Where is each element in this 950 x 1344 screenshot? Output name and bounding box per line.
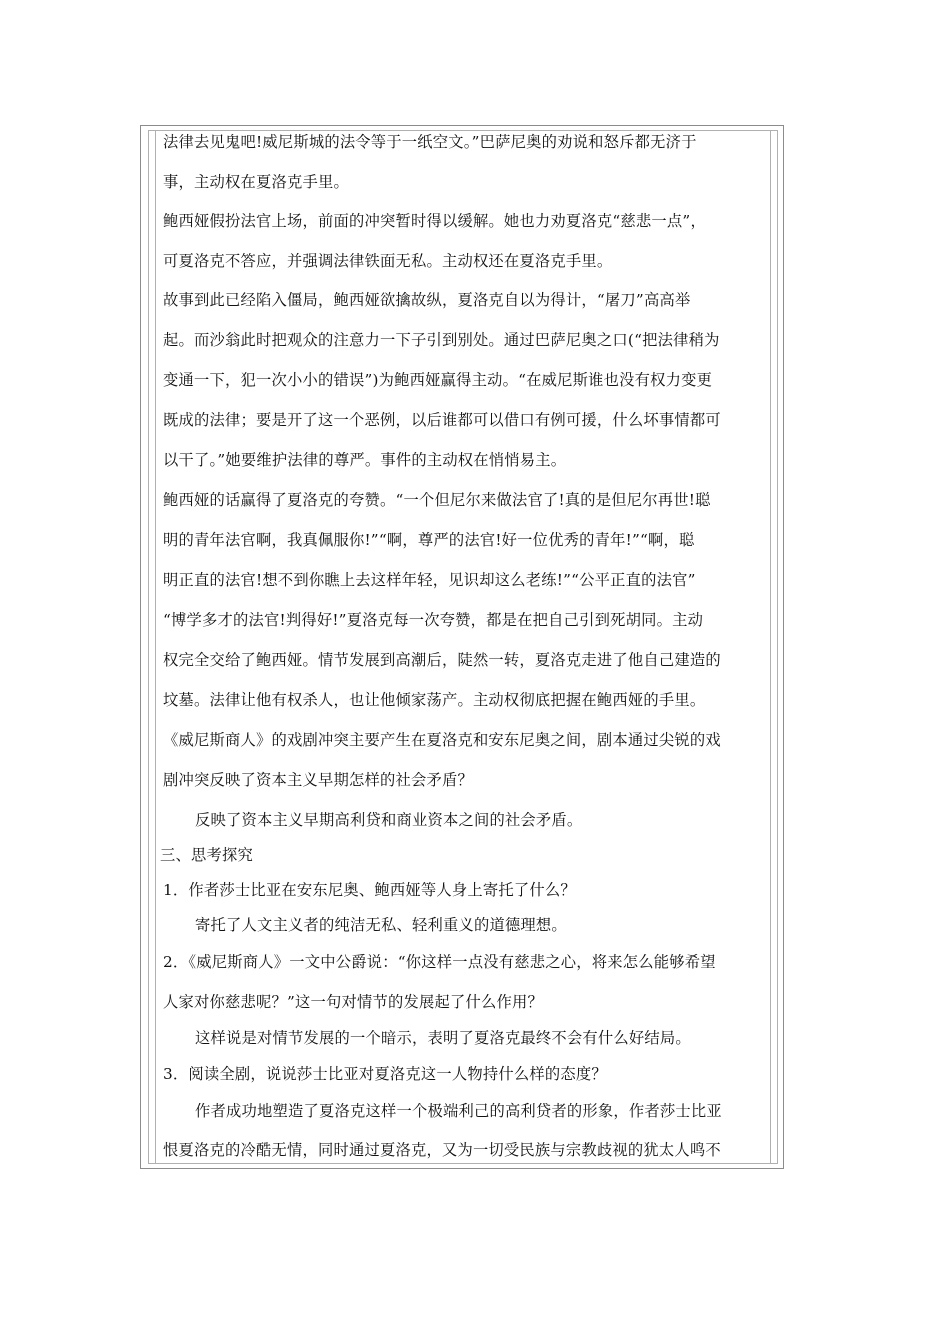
text-line: 既成的法律；要是开了这一个恶例，以后谁都可以借口有例可援，什么坏事情都可 xyxy=(163,411,721,429)
question-line: 1．作者莎士比亚在安东尼奥、鲍西娅等人身上寄托了什么？ xyxy=(163,881,576,899)
question-line: 人家对你慈悲呢？”这一句对情节的发展起了什么作用？ xyxy=(163,993,543,1011)
text-line: 起。而沙翁此时把观众的注意力一下子引到别处。通过巴萨尼奥之口(“把法律稍为 xyxy=(163,331,720,349)
text-line: 权完全交给了鲍西娅。情节发展到高潮后，陡然一转，夏洛克走进了他自己建造的 xyxy=(163,651,721,669)
text-line: 坟墓。法律让他有权杀人，也让他倾家荡产。主动权彻底把握在鲍西娅的手里。 xyxy=(163,691,706,709)
answer-line: 作者成功地塑造了夏洛克这样一个极端利己的高利贷者的形象，作者莎士比亚 xyxy=(195,1102,722,1120)
text-line: 剧冲突反映了资本主义早期怎样的社会矛盾？ xyxy=(163,771,473,789)
text-line: 明的青年法官啊，我真佩服你!”“啊，尊严的法官!好一位优秀的青年!”“啊，聪 xyxy=(163,531,695,549)
text-line: 可夏洛克不答应，并强调法律铁面无私。主动权还在夏洛克手里。 xyxy=(163,252,613,270)
text-line: 故事到此已经陷入僵局，鲍西娅欲擒故纵，夏洛克自以为得计，“屠刀”高高举 xyxy=(163,291,691,309)
right-column-divider xyxy=(770,130,771,1164)
text-line: 鲍西娅的话赢得了夏洛克的夸赞。“一个但尼尔来做法官了!真的是但尼尔再世!聪 xyxy=(163,491,711,509)
text-line: 事，主动权在夏洛克手里。 xyxy=(163,173,349,191)
section-heading: 三、思考探究 xyxy=(160,846,253,864)
question-line: 3．阅读全剧，说说莎士比亚对夏洛克这一人物持什么样的态度？ xyxy=(163,1065,607,1083)
answer-line: 反映了资本主义早期高利贷和商业资本之间的社会矛盾。 xyxy=(195,811,583,829)
text-line: 明正直的法官!想不到你瞧上去这样年轻，见识却这么老练!”“公平正直的法官” xyxy=(163,571,696,589)
question-line: 2．《威尼斯商人》一文中公爵说：“你这样一点没有慈悲之心，将来怎么能够希望 xyxy=(163,953,716,971)
text-line: 法律去见鬼吧!威尼斯城的法令等于一纸空文。”巴萨尼奥的劝说和怒斥都无济于 xyxy=(163,133,697,151)
text-line: 鲍西娅假扮法官上场，前面的冲突暂时得以缓解。她也力劝夏洛克“慈悲一点”， xyxy=(163,212,706,230)
answer-line: 这样说是对情节发展的一个暗示，表明了夏洛克最终不会有什么好结局。 xyxy=(195,1029,691,1047)
answer-line: 寄托了人文主义者的纯洁无私、轻利重义的道德理想。 xyxy=(195,916,567,934)
left-column-divider xyxy=(155,130,156,1164)
text-line: 《威尼斯商人》的戏剧冲突主要产生在夏洛克和安东尼奥之间，剧本通过尖锐的戏 xyxy=(163,731,721,749)
text-line: 变通一下，犯一次小小的错误”)为鲍西娅赢得主动。“在威尼斯谁也没有权力变更 xyxy=(163,371,713,389)
text-line: 以干了。”她要维护法律的尊严。事件的主动权在悄悄易主。 xyxy=(163,451,567,469)
text-line: “博学多才的法官!判得好!”夏洛克每一次夸赞，都是在把自己引到死胡同。主动 xyxy=(163,611,704,629)
answer-line: 恨夏洛克的冷酷无情，同时通过夏洛克，又为一切受民族与宗教歧视的犹太人鸣不 xyxy=(163,1141,721,1159)
